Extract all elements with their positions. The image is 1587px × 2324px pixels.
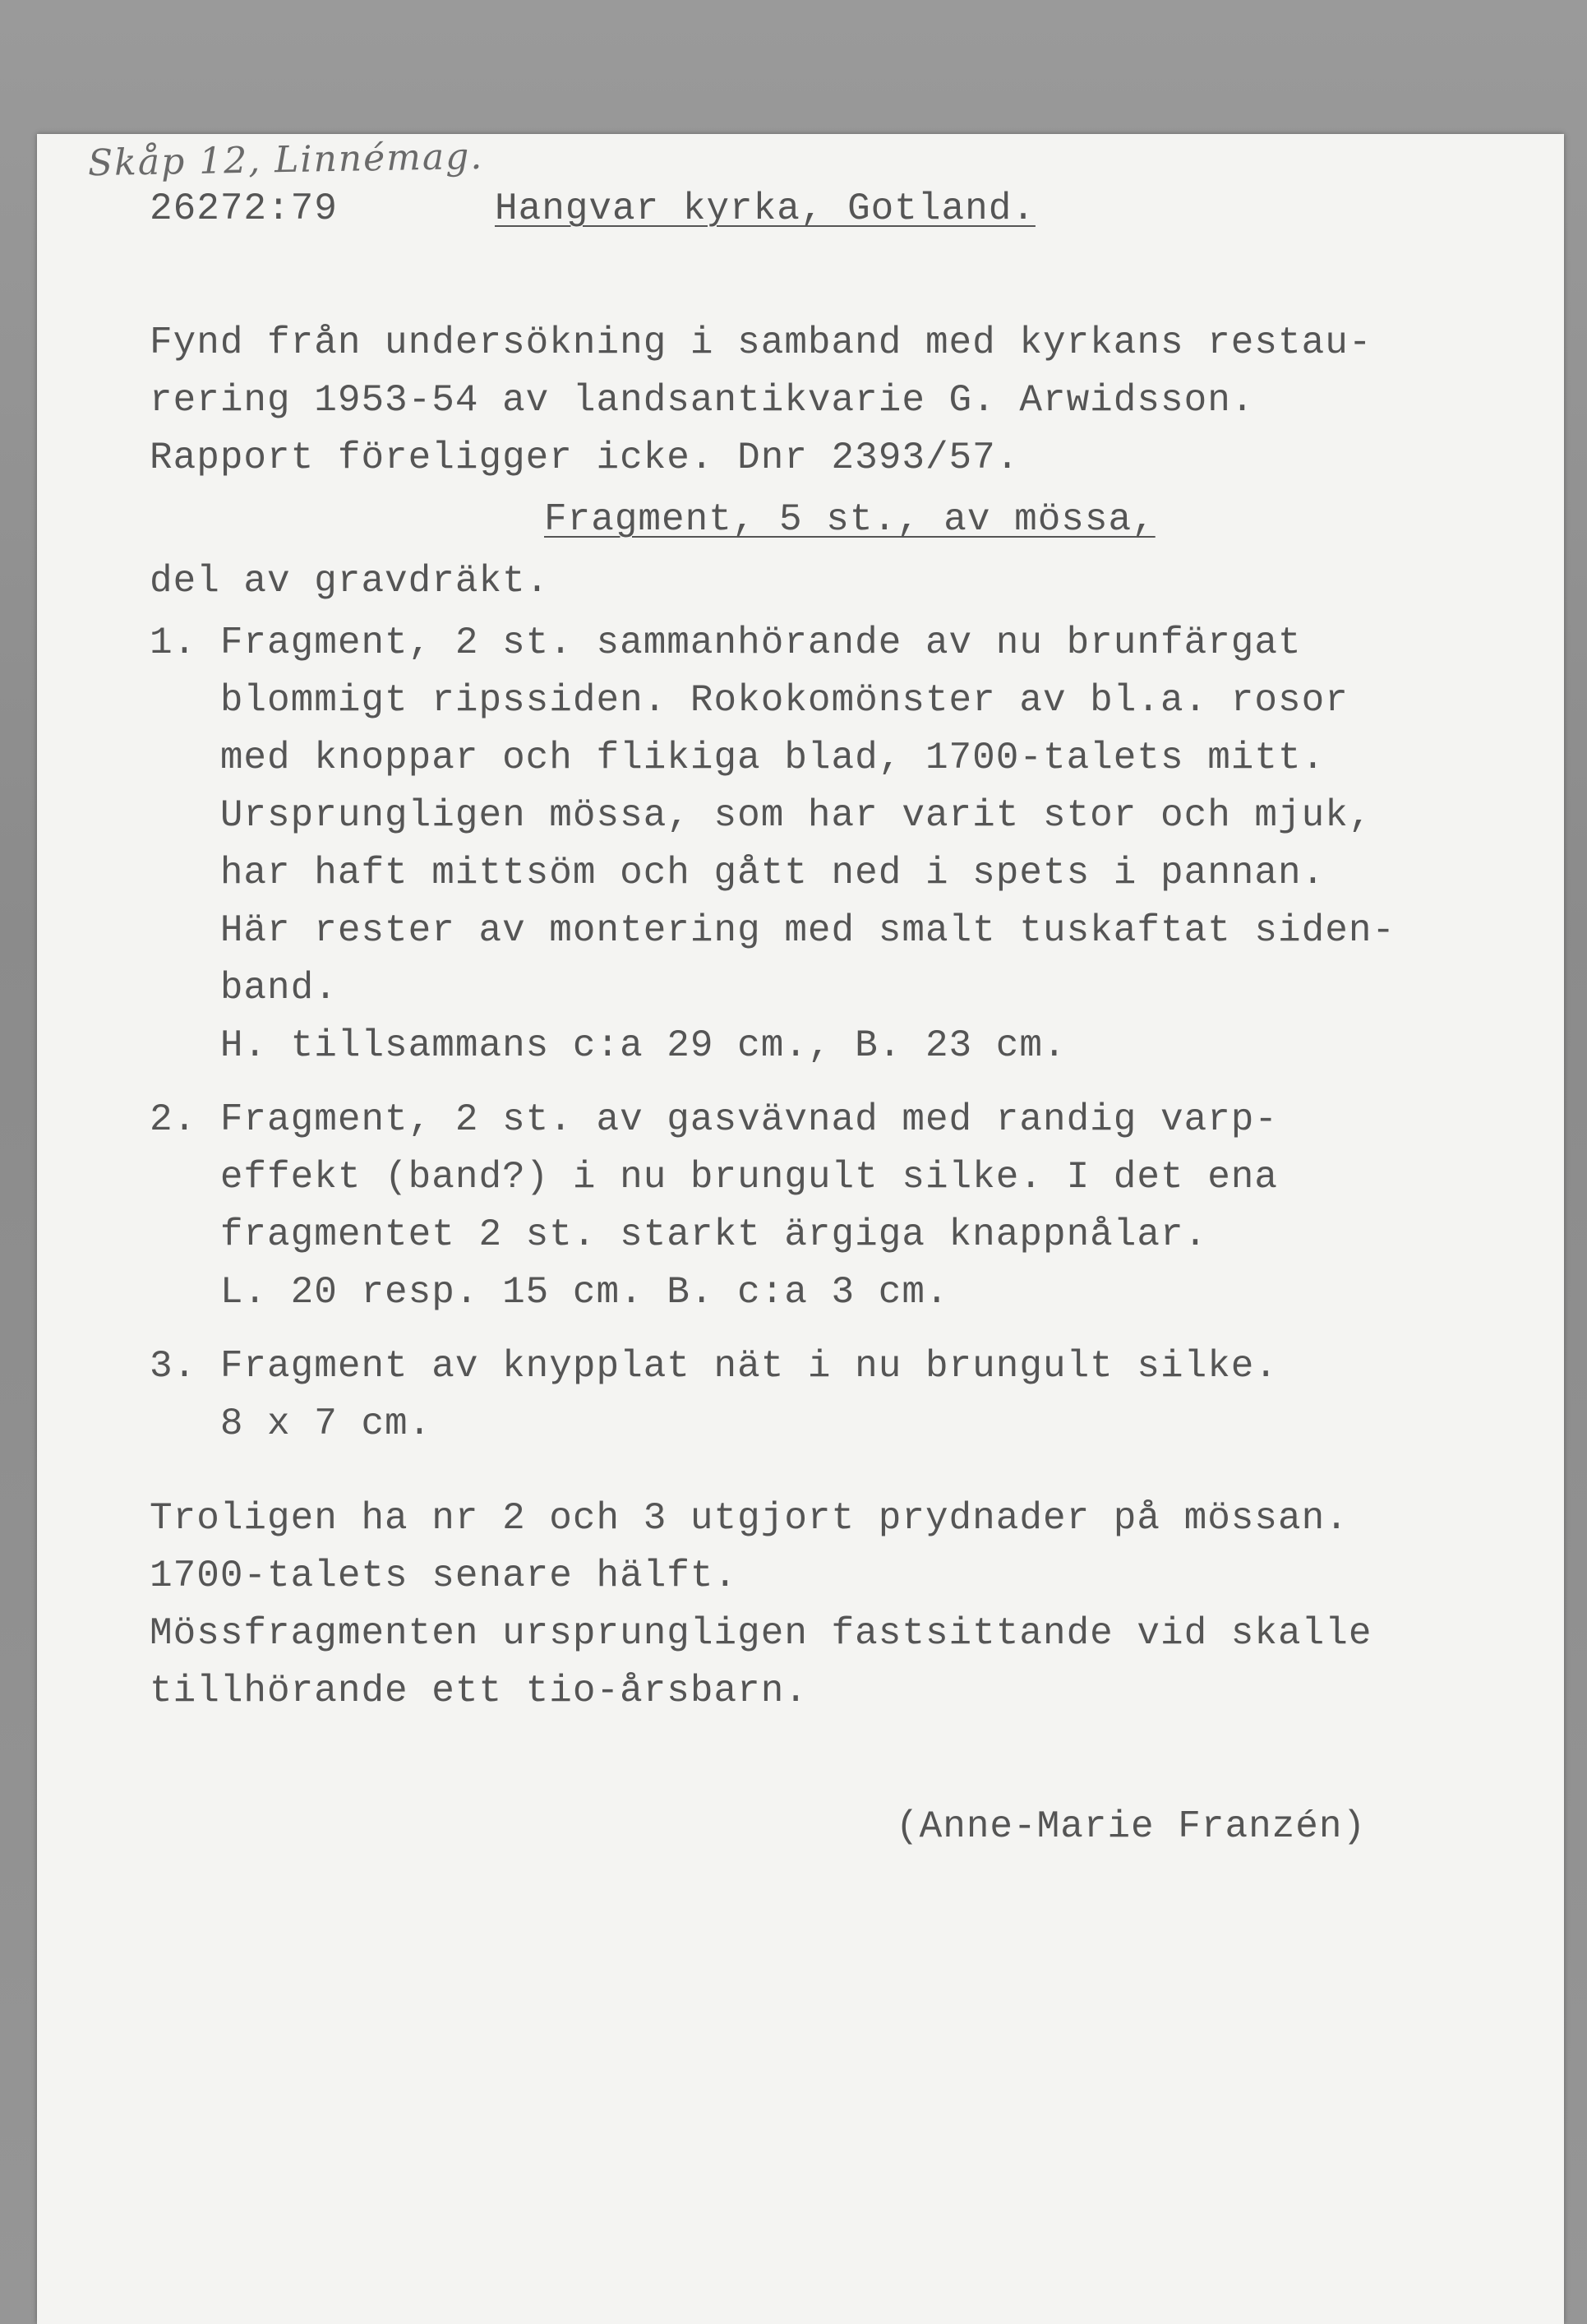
- item-2-line-3: fragmentet 2 st. starkt ärgiga knappnålar.: [150, 1213, 1208, 1256]
- item-1-line-8: H. tillsammans c:a 29 cm., B. 23 cm.: [150, 1024, 1067, 1067]
- conclusion-line-3: Mössfragmenten ursprungligen fastsittande vid skalle: [150, 1612, 1372, 1655]
- catalog-number: 26272:79: [150, 187, 338, 230]
- item-1-line-3: med knoppar och flikiga blad, 1700-talets mitt.: [150, 737, 1326, 779]
- intro-line-1: Fynd från undersökning i samband med kyrkans restau-: [150, 321, 1372, 364]
- item-1-line-4: Ursprungligen mössa, som har varit stor och mjuk,: [150, 794, 1372, 837]
- intro-line-2: rering 1953-54 av landsantikvarie G. Arwidsson.: [150, 379, 1255, 422]
- item-3-line-2: 8 x 7 cm.: [150, 1402, 432, 1445]
- item-2-line-4: L. 20 resp. 15 cm. B. c:a 3 cm.: [150, 1271, 949, 1314]
- item-1-line-1: 1. Fragment, 2 st. sammanhörande av nu brunfärgat: [150, 621, 1302, 664]
- item-1-line-6: Här rester av montering med smalt tuskaftat siden-: [150, 909, 1396, 952]
- intro-line-3: Rapport föreligger icke. Dnr 2393/57.: [150, 437, 1020, 479]
- conclusion-line-4: tillhörande ett tio-årsbarn.: [150, 1670, 808, 1712]
- item-2-line-1: 2. Fragment, 2 st. av gasvävnad med randig varp-: [150, 1098, 1279, 1141]
- section-heading-continuation: del av gravdräkt.: [150, 560, 550, 603]
- item-3-line-1: 3. Fragment av knypplat nät i nu brungult silke.: [150, 1345, 1279, 1388]
- section-heading: Fragment, 5 st., av mössa,: [544, 498, 1156, 541]
- item-1-line-2: blommigt ripssiden. Rokokomönster av bl.a. rosor: [150, 679, 1349, 722]
- item-2-line-2: effekt (band?) i nu brungult silke. I det ena: [150, 1156, 1279, 1199]
- item-1-line-7: band.: [150, 967, 338, 1010]
- signature: (Anne-Marie Franzén): [896, 1805, 1367, 1848]
- handwritten-note: Skåp 12, Linnémag.: [87, 135, 484, 185]
- conclusion-line-1: Troligen ha nr 2 och 3 utgjort prydnader på mössan.: [150, 1497, 1349, 1540]
- catalog-card: [37, 134, 1564, 2324]
- location-title: Hangvar kyrka, Gotland.: [495, 187, 1036, 230]
- item-1-line-5: har haft mittsöm och gått ned i spets i pannan.: [150, 852, 1326, 894]
- conclusion-line-2: 1700-talets senare hälft.: [150, 1555, 738, 1597]
